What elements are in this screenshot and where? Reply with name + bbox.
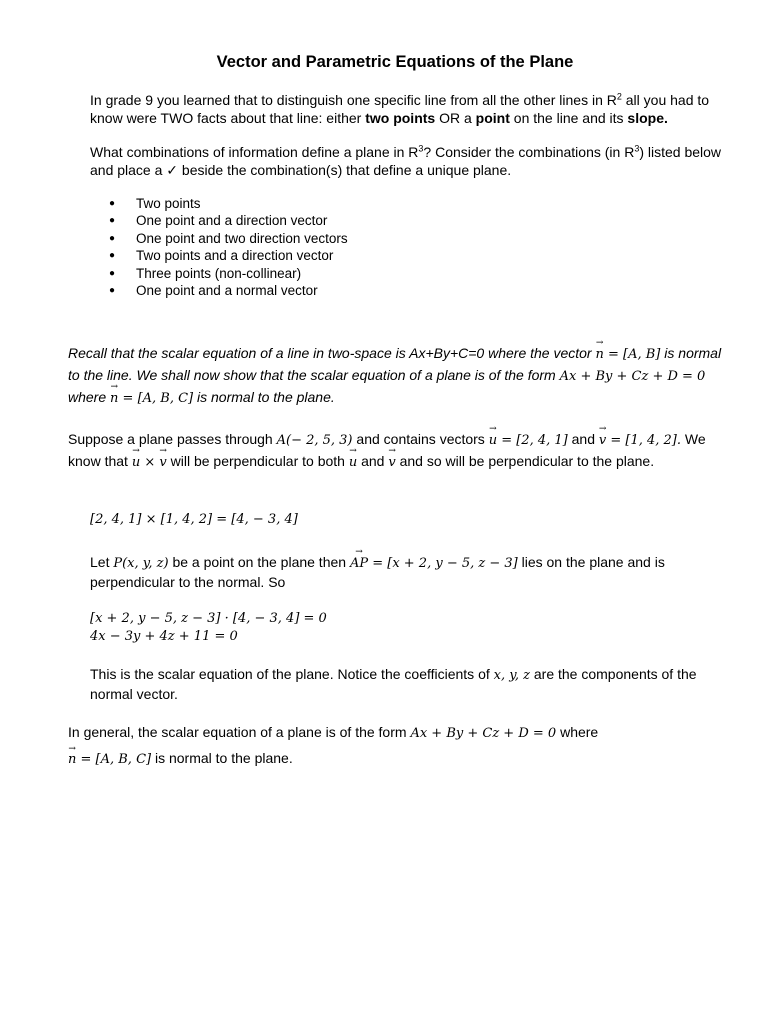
suppose-paragraph: Suppose a plane passes through A(− 2, 5, 3) and contains vectors → u = [2, 4, 1] and → v = [1, 4, 2]. We know that → u × → v will be perpendicular to both → u and → v and so will be perpendicular to the plane. bbox=[68, 429, 738, 473]
checkmark-icon: ✓ bbox=[166, 163, 179, 179]
dot-product-equation: [x + 2, y − 5, z − 3] · [4, − 3, 4] = 0 bbox=[90, 611, 327, 626]
cross-product-equation: [2, 4, 1] × [1, 4, 2] = [4, − 3, 4] bbox=[90, 512, 298, 527]
intro-paragraph-1: In grade 9 you learned that to distinguish one specific line from all the other lines in $R^2$ all you had to know were TWO facts about that line: either two points OR a point on the line and its slope. bbox=[90, 91, 710, 126]
list-item: ● Two points bbox=[90, 195, 348, 212]
list-item: ● Three points (non-collinear) bbox=[90, 265, 348, 282]
point-p-paragraph: Let P(x, y, z) be a point on the plane then → AP = [x + 2, y − 5, z − 3] lies on the plane and is perpendicular to the normal. So bbox=[90, 553, 730, 592]
page-title: Vector and Parametric Equations of the Plane bbox=[216, 53, 574, 71]
list-item: ● One point and two direction vectors bbox=[90, 230, 348, 247]
list-item: ● One point and a direction vector bbox=[90, 212, 348, 229]
list-item: ● Two points and a direction vector bbox=[90, 247, 348, 264]
intro-paragraph-2: What combinations of information define a plane in $R^3$? Consider the combinations (in $R^3$) listed below and place a ✓ beside the combination(s) that define a unique plane. bbox=[90, 143, 722, 179]
list-item: ● One point and a normal vector bbox=[90, 282, 348, 299]
general-form-paragraph: In general, the scalar equation of a plane is of the form Ax + By + Cz + D = 0 where → n = [A, B, C] is normal to the plane. bbox=[68, 720, 738, 772]
coefficients-paragraph: This is the scalar equation of the plane. Notice the coefficients of x, y, z are the components of the normal vector. bbox=[90, 666, 697, 702]
combination-list bbox=[90, 195, 348, 299]
recall-paragraph: Recall that the scalar equation of a line in two-space is Ax+By+C=0 where the vector → n = [A, B] is normal to the line. We shall now show that the scalar equation of a plane is of the form Ax + By + Cz + D = 0 where → n = [A, B, C] is normal to the plane. bbox=[68, 343, 728, 409]
scalar-equation-result: 4x − 3y + 4z + 11 = 0 bbox=[90, 629, 238, 644]
